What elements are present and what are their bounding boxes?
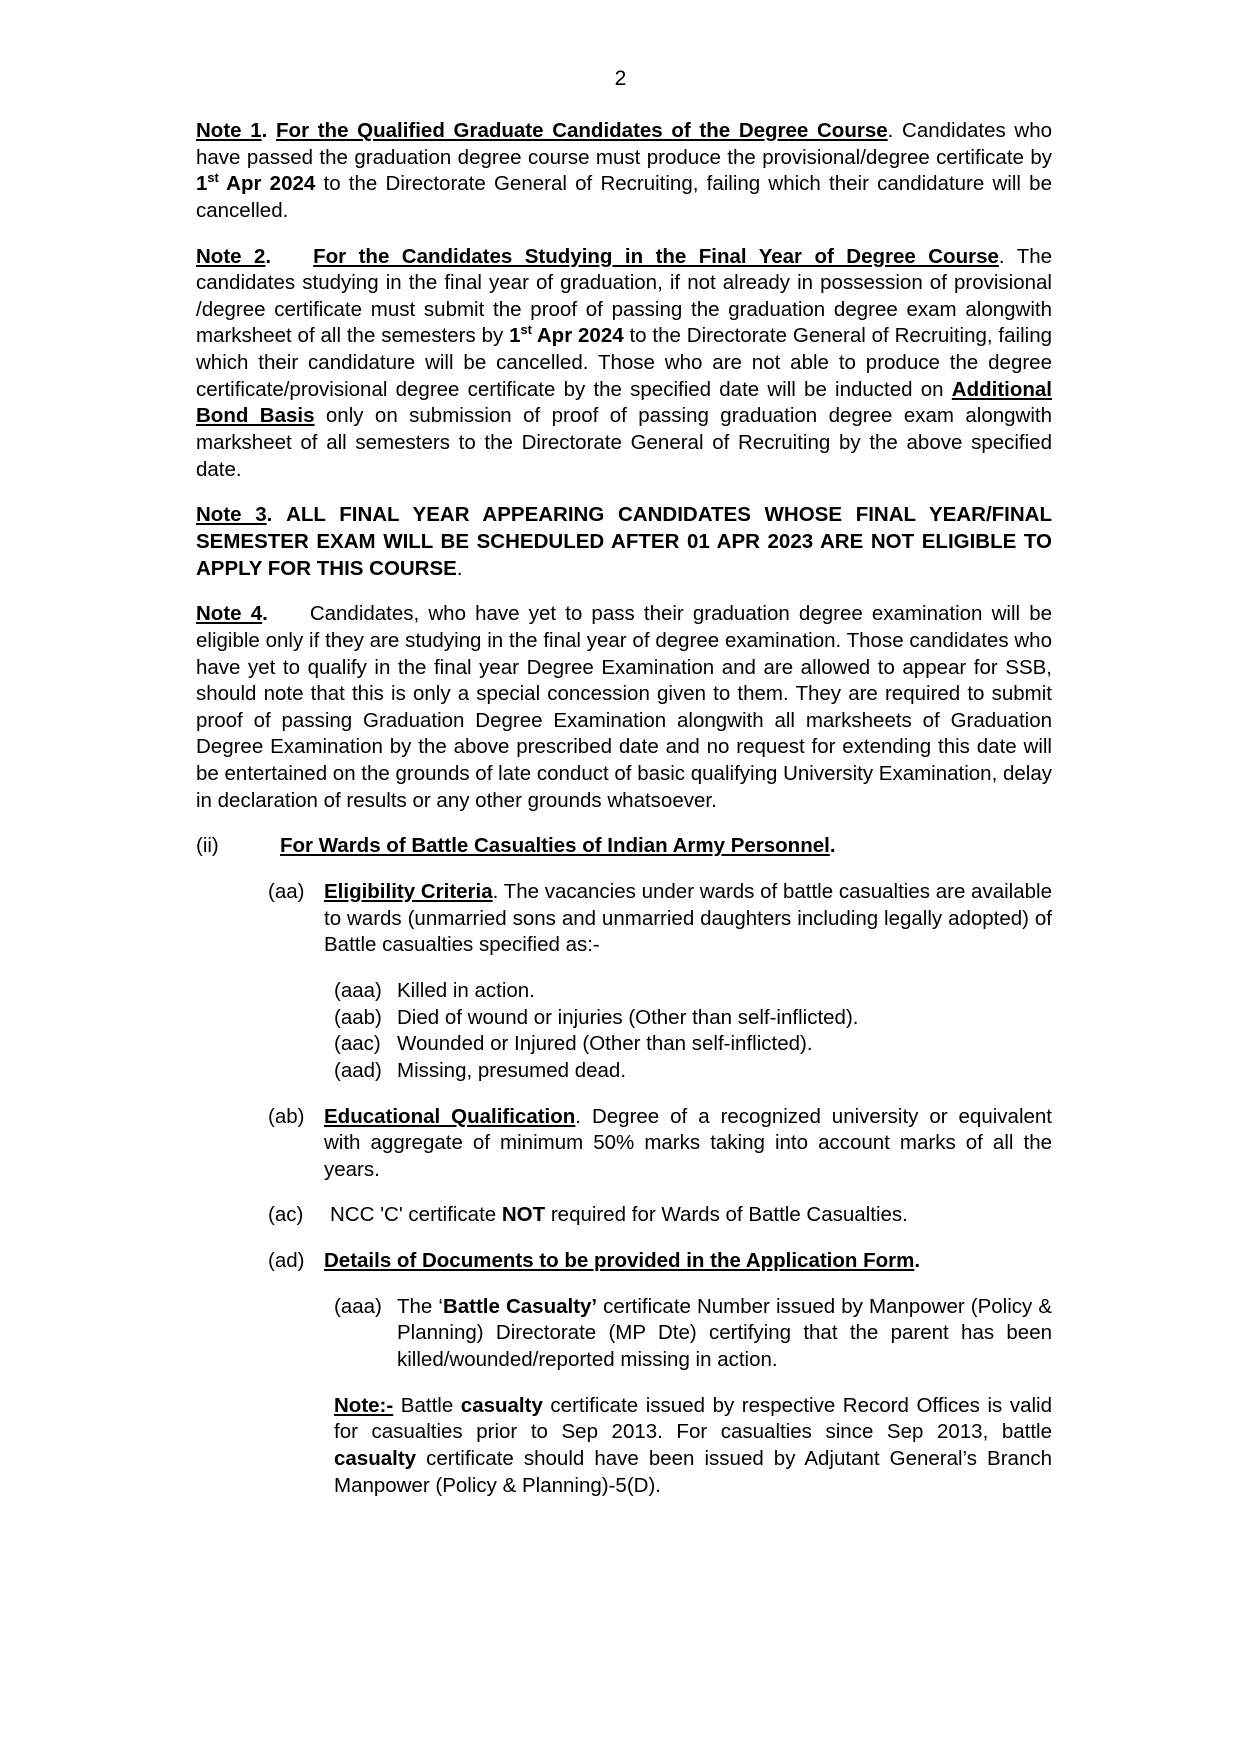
note-1-date [196, 172, 315, 195]
item-ad-body [324, 1248, 1052, 1275]
note-2-label: Note 2 [196, 244, 266, 268]
item-ac-emphasis: NOT [501, 1203, 546, 1227]
document-item-aaa [196, 1294, 1052, 1374]
note-4-label-suffix: . [262, 602, 268, 626]
casualty-item-text: Died of wound or injuries (Other than self-inflicted). [397, 1005, 859, 1029]
note-4-paragraph [196, 601, 1052, 814]
note-1-body-before-date: Candidates who have passed the graduation degree course must produce the provisional/degree certificate by [196, 119, 1053, 169]
item-ac-ncc-certificate [196, 1202, 1052, 1229]
note-2-date-number: 1 [509, 324, 521, 348]
document-item-marker: (aaa) [334, 1294, 382, 1318]
note-1-paragraph [196, 118, 1052, 225]
item-ab-text: Degree of a recognized university or equivalent with aggregate of minimum 50% marks taking into account marks of all the years. [324, 1104, 1052, 1181]
note-3-label: Note 3 [196, 503, 267, 527]
note-1-heading: For the Qualified Graduate Candidates of the Degree Course [276, 119, 888, 142]
casualty-item-marker: (aad) [334, 1058, 382, 1082]
item-aa-text: The vacancies under wards of battle casualties are available to wards (unmarried sons and unmarried daughters including legally adopted) of Battle casualties specified as:- [324, 880, 1052, 957]
note-2-body-tail: only on submission of proof of passing graduation degree exam alongwith marksheet of all semesters to the Directorate General of Recruiting by the above specified date. [196, 404, 1053, 481]
section-ii-heading: For Wards of Battle Casualties of Indian Army Personnel [280, 834, 830, 858]
casualty-item-marker: (aac) [334, 1032, 381, 1056]
note-2-paragraph [196, 244, 1052, 484]
note-2-body-after-date: to the Directorate General of Recruiting, failing which their candidature will be cancelled. Those who are not able to produce the degree certificate/provisional degree certificate by the specified date will be inducted on [196, 324, 1052, 401]
item-aa-eligibility-criteria [196, 879, 1052, 959]
note-battle-casualty-body [334, 1393, 1052, 1500]
note-battle-casualty-part1: Battle [393, 1393, 461, 1417]
casualty-item-text: Missing, presumed dead. [397, 1058, 627, 1082]
item-ac-text-after: required for Wards of Battle Casualties. [545, 1203, 908, 1227]
item-aa-marker: (aa) [268, 880, 305, 904]
document-item-text-after: certificate Number issued by Manpower (Policy & Planning) Directorate (MP Dte) certifying that the parent has been killed/wounded/reported missing in action. [397, 1294, 1053, 1371]
note-2-date-rest: Apr 2024 [531, 324, 624, 348]
note-battle-casualty-label: Note:- [334, 1393, 394, 1417]
note-1-label: Note 1 [196, 119, 262, 142]
note-2-body-before-date: The candidates studying in the final year of graduation, if not already in possession of provisional /degree certificate must submit the proof of passing the graduation degree exam alongwith marksheet of all the semesters by [196, 244, 1053, 348]
note-battle-casualty-bold1: casualty [460, 1393, 543, 1417]
item-ab-body [324, 1104, 1052, 1184]
note-3-body-suffix: . [456, 556, 463, 580]
note-battle-casualty-block [196, 1393, 1052, 1500]
item-ac-text-before: NCC 'C' certificate [330, 1203, 502, 1227]
item-ad-heading-suffix: . [914, 1249, 921, 1273]
note-2-date-ordinal: st [520, 322, 532, 338]
casualty-item-text: Killed in action. [397, 978, 535, 1002]
page-number: 2 [614, 67, 627, 90]
note-4-body: Candidates, who have yet to pass their graduation degree examination will be eligible only if they are studying in the final year of degree examination. Those candidates who have yet to qualify in the final year Degree Examination and are allowed to appear for SSB, should note that this is only a special concession given to them. They are required to submit proof of passing Graduation Degree Examination alongwith all marksheets of Graduation Degree Examination by the above prescribed date and no request for extending this date will be entertained on the grounds of late conduct of basic qualifying University Examination, delay in declaration of results or any other grounds whatsoever. [196, 602, 1052, 812]
item-ab-heading-suffix: . [575, 1104, 581, 1128]
item-ad-marker: (ad) [268, 1249, 305, 1273]
item-aa-heading-suffix: . [492, 880, 499, 904]
item-ab-heading: Educational Qualification [324, 1104, 576, 1128]
item-ac-marker: (ac) [268, 1203, 304, 1227]
item-aa-heading: Eligibility Criteria [324, 880, 493, 904]
item-ad-documents-heading [196, 1248, 1052, 1275]
item-ab-educational-qualification [196, 1104, 1052, 1184]
document-item-body [397, 1294, 1052, 1374]
section-ii-heading-suffix: . [829, 834, 836, 858]
note-4-label: Note 4 [196, 602, 263, 626]
document-body [196, 118, 1052, 1518]
casualty-item-marker: (aab) [334, 1005, 382, 1029]
note-1-heading-suffix: . [887, 119, 894, 142]
note-battle-casualty-part2: certificate issued by respective Record Offices is valid for casualties prior to Sep 2013. For casualties since Sep 2013, battle [334, 1393, 1052, 1444]
note-1-date-number: 1 [196, 172, 208, 196]
note-2-label-suffix: . [265, 244, 272, 268]
note-1-body-after-date: to the Directorate General of Recruiting, failing which their candidature will be cancelled. [196, 172, 1052, 222]
casualty-item-text: Wounded or Injured (Other than self-inflicted). [397, 1032, 813, 1056]
note-1-label-suffix: . [261, 119, 268, 142]
document-item-emphasis: Battle Casualty’ [442, 1294, 598, 1318]
list-item [196, 1031, 1052, 1058]
item-aa-body [324, 879, 1052, 959]
note-1-date-rest: Apr 2024 [218, 172, 316, 196]
document-item-text-before: The ‘ [397, 1294, 443, 1318]
note-battle-casualty-bold2: casualty [334, 1446, 417, 1470]
item-ad-heading: Details of Documents to be provided in the Application Form [324, 1249, 915, 1273]
item-ac-body [330, 1202, 1052, 1229]
note-1-date-ordinal: st [207, 170, 219, 186]
note-2-heading-suffix: . [998, 244, 1005, 268]
list-item [196, 1005, 1052, 1032]
section-ii [196, 833, 1052, 860]
note-3-label-suffix: . [266, 503, 273, 527]
note-3-body: ALL FINAL YEAR APPEARING CANDIDATES WHOSE FINAL YEAR/FINAL SEMESTER EXAM WILL BE SCHEDULED AFTER 01 APR 2023 ARE NOT ELIGIBLE TO APPLY FOR THIS COURSE [196, 503, 1053, 580]
note-2-heading: For the Candidates Studying in the Final Year of Degree Course [313, 244, 999, 268]
list-item [196, 978, 1052, 1005]
note-2-date [509, 324, 624, 347]
casualty-item-marker: (aaa) [334, 978, 382, 1002]
casualty-type-list [196, 978, 1052, 1085]
note-3-paragraph [196, 502, 1052, 582]
list-item [196, 1058, 1052, 1085]
section-ii-marker: (ii) [196, 834, 219, 858]
note-battle-casualty-part3: certificate should have been issued by Adjutant General’s Branch Manpower (Policy & Planning)-5(D). [334, 1446, 1052, 1497]
note-2-emphasis: Additional Bond Basis [196, 377, 1052, 428]
section-ii-heading-wrap [280, 833, 1052, 860]
item-ab-marker: (ab) [268, 1104, 305, 1128]
